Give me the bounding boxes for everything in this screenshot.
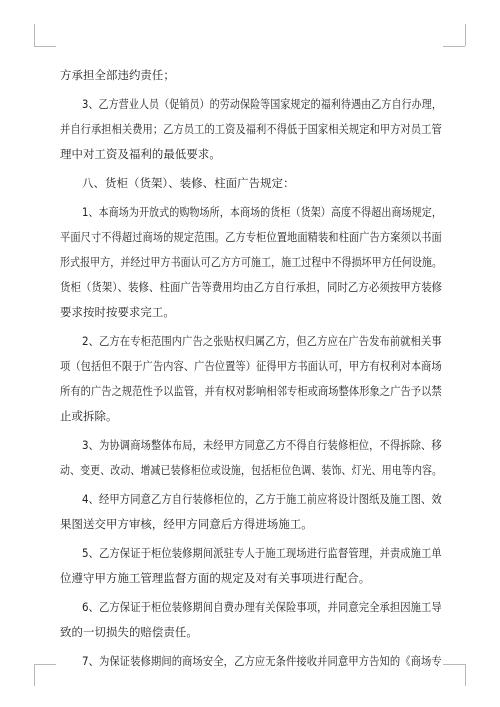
crop-mark-top-right-h [443,46,465,47]
crop-mark-bottom-left [34,664,35,686]
crop-mark-bottom-left-h [34,664,56,665]
crop-mark-top-left [34,24,35,46]
document-page: 方承担全部违约责任； 3、乙方营业人员（促销员）的劳动保险等国家规定的福利待遇由乙方自行办理， 并自行承担相关费用；乙方员工的工资及福利不得低于国家相关规定和甲方对员工管 理中对工资及福利的最低要求。 八、货柜（货架）、装修、柱面广告规定： 1、本商场为开放式的购物场所，本商场的货柜（货架）高度不得超出商场规定， 平面尺寸不得超过商场的规定范围。乙方专柜位置地面精装和柱面广告方案须以书面 形式报甲方，并经过甲方书面认可乙方方可施工，施工过程中不得损坏甲方任何设施。 货柜（货架）、装修、柱面广告等费用均由乙方自行承担，同时乙方必须按甲方装修 要求按时按要求完工。 2、乙方在专柜范围内广告之张贴权归属乙方，但乙方应在广告发布前就相关事 项（包括但不限于广告内容、广告位置等）征得甲方书面认可，甲方有权利对本商场 所有的广告之规范性予以监管，并有权对影响相邻专柜或商场整体形象之广告予以禁 止或拆除。 3、为协调商场整体布局，未经甲方同意乙方不得自行装修柜位，不得拆除、移 动、变更、改动、增减已装修柜位或设施，包括柜位色调、装饰、灯光、用电等内容。 4、经甲方同意乙方自行装修柜位的，乙方于施工前应将设计图纸及施工图、效 果图送交甲方审核，经甲方同意后方得进场施工。 5、乙方保证于柜位装修期间派驻专人于施工现场进行监督管理，并责成施工单 位遵守甲方施工管理监督方面的规定及对有关事项进行配合。 6、乙方保证于柜位装修期间自费办理有关保险事项，并同意完全承担因施工导 致的一切损失的赔偿责任。 7、为保证装修期间的商场安全，乙方应无条件接收并同意甲方告知的《商场专 [0,0,500,707]
crop-mark-bottom-right [465,664,466,686]
crop-mark-top-left-h [34,46,56,47]
crop-mark-bottom-right-h [443,664,465,665]
crop-mark-top-right [465,24,466,46]
